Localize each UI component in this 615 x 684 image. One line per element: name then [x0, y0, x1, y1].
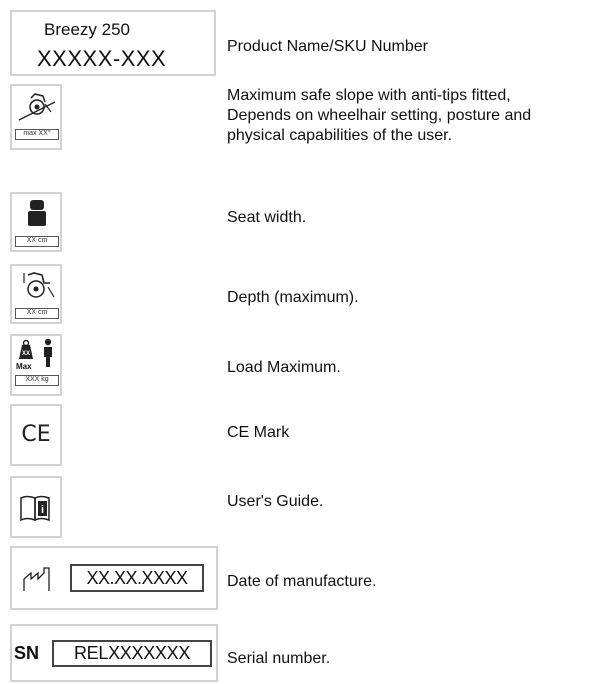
manufacture-symbol-box	[10, 546, 218, 610]
factory-icon	[22, 566, 52, 594]
depth-label: XX cm	[15, 308, 59, 319]
load-description: Load Maximum.	[227, 359, 341, 376]
product-name-box	[10, 10, 216, 76]
product-description: Product Name/SKU Number	[227, 38, 428, 55]
book-info-icon	[19, 494, 55, 524]
load-symbol-box	[10, 334, 62, 396]
guide-description: User's Guide.	[227, 493, 324, 510]
slope-symbol-box	[10, 84, 62, 150]
seat-width-label: XX cm	[15, 236, 59, 247]
slope-description-line-2: Depends on wheelhair setting, posture and	[227, 107, 532, 124]
slope-label: max XX°	[15, 129, 59, 140]
manufacture-date: XX.XX.XXXX	[70, 564, 204, 592]
seat-width-icon	[23, 198, 53, 232]
ce-description: CE Mark	[227, 424, 290, 441]
load-max-text: Max	[16, 362, 32, 371]
serial-value: RELXXXXXXX	[52, 640, 212, 667]
slope-description-line-3: physical capabilities of the user.	[227, 127, 453, 144]
slope-description	[227, 86, 531, 146]
ce-mark-icon: CE	[21, 422, 51, 447]
weight-text: XX	[21, 351, 31, 357]
slope-description-line-1: Maximum safe slope with anti-tips fitted,	[227, 87, 511, 104]
depth-symbol-box	[10, 264, 62, 324]
serial-description: Serial number.	[227, 650, 331, 667]
wheelchair-depth-icon	[18, 269, 58, 301]
load-label: XXX kg	[15, 375, 59, 386]
seat-width-description: Seat width.	[227, 209, 307, 226]
seat-width-symbol-box	[10, 192, 62, 252]
ce-symbol-box	[10, 404, 62, 466]
guide-symbol-box	[10, 476, 62, 538]
person-icon	[40, 338, 56, 368]
weight-icon	[15, 339, 37, 361]
serial-prefix: SN	[14, 643, 40, 663]
serial-symbol-box	[10, 624, 218, 682]
guide-icon-letter: i	[40, 504, 45, 516]
manufacture-description: Date of manufacture.	[227, 573, 377, 590]
product-sku: XXXXX-XXX	[37, 46, 167, 71]
wheelchair-slope-icon	[17, 90, 57, 124]
depth-description: Depth (maximum).	[227, 289, 359, 306]
product-name: Breezy 250	[44, 20, 130, 39]
